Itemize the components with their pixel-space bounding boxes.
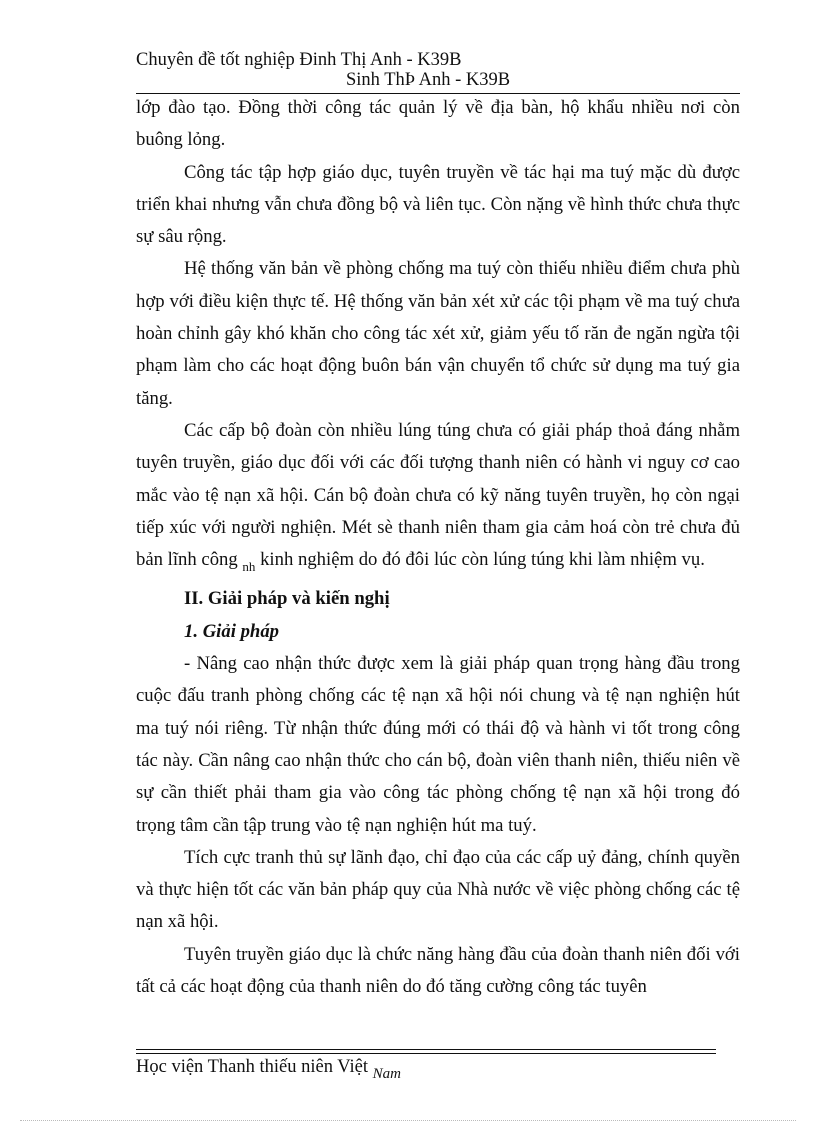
footer-script-text: Nam	[372, 1066, 401, 1082]
paragraph: lớp đào tạo. Đồng thời công tác quản lý về địa bàn, hộ khẩu nhiều nơi còn buông lỏng.	[136, 97, 740, 151]
page-bottom-border	[20, 1120, 796, 1121]
paragraph: Hệ thống văn bản về phòng chống ma tuý còn thiếu nhiều điểm chưa phù hợp với điều kiện thực tế. Hệ thống văn bản xét xử các tội phạm về ma tuý chưa hoàn chỉnh gây khó khăn cho công tác xét xử, giảm yếu tố răn đe ngăn ngừa tội phạm làm cho các hoạt động buôn bán vận chuyển tổ chức sử dụng ma tuý gia tăng.	[136, 258, 740, 409]
paragraph-text: kinh nghiệm do đó đôi lúc còn lúng túng khi làm nhiệm vụ.	[260, 549, 705, 571]
paragraph: Tuyên truyền giáo dục là chức năng hàng đầu của đoàn thanh niên đối với tất cả các hoạt động của thanh niên do đó tăng cường công tác tuyên	[136, 943, 740, 998]
header-line-1: Chuyên đề tốt nghiệp Đinh Thị Anh - K39B	[136, 50, 462, 70]
paragraph: - Nâng cao nhận thức được xem là giải pháp quan trọng hàng đầu trong cuộc đấu tranh phòng chống các tệ nạn xã hội nói chung và tệ nạn nghiện hút ma tuý nói riêng. Từ nhận thức đúng mới có thái độ và hành vi tốt trong công tác này. Cần nâng cao nhận thức cho cán bộ, đoàn viên thanh niên, thiếu niên về sự cần thiết phải tham gia vào công tác phòng chống tệ nạn xã hội trong đó trọng tâm cần tập trung vào tệ nạn nghiện hút ma tuý.	[136, 653, 740, 836]
paragraph-text: Các cấp bộ đoàn còn nhiều lúng túng chưa có giải pháp thoả đáng nhằm tuyên truyền, giáo dục đối với các đối tượng thanh niên có hành vi nguy cơ cao mắc vào tệ nạn xã hội. Cán bộ đoàn chưa có kỹ năng tuyên truyền, họ còn ngại tiếp xúc với người nghiện. Mét sè thanh niên tham gia cảm hoá còn trẻ chưa đủ bản lĩnh công	[136, 419, 740, 571]
paragraph: Tích cực tranh thủ sự lãnh đạo, chỉ đạo của các cấp uỷ đảng, chính quyền và thực hiện tốt các văn bản pháp quy của Nhà nước về việc phòng chống các tệ nạn xã hội.	[136, 846, 740, 933]
inline-fragment: nh	[242, 559, 256, 575]
subsection-heading: 1. Giải pháp	[184, 620, 280, 642]
footer-divider	[136, 1049, 716, 1050]
footer-divider-secondary	[136, 1053, 716, 1054]
footer-text: Học viện Thanh thiếu niên Việt	[136, 1057, 368, 1077]
section-heading: II. Giải pháp và kiến nghị	[184, 588, 390, 610]
page-footer	[136, 1057, 401, 1083]
paragraph	[136, 415, 740, 583]
page-header	[136, 50, 740, 90]
document-body	[136, 92, 740, 1003]
header-line-2: Sinh ThÞ Anh - K39B	[346, 70, 511, 90]
paragraph: Công tác tập hợp giáo dục, tuyên truyền về tác hại ma tuý mặc dù được triển khai nhưng vẫn chưa đồng bộ và liên tục. Còn nặng về hình thức chưa thực sự sâu rộng.	[136, 161, 740, 248]
